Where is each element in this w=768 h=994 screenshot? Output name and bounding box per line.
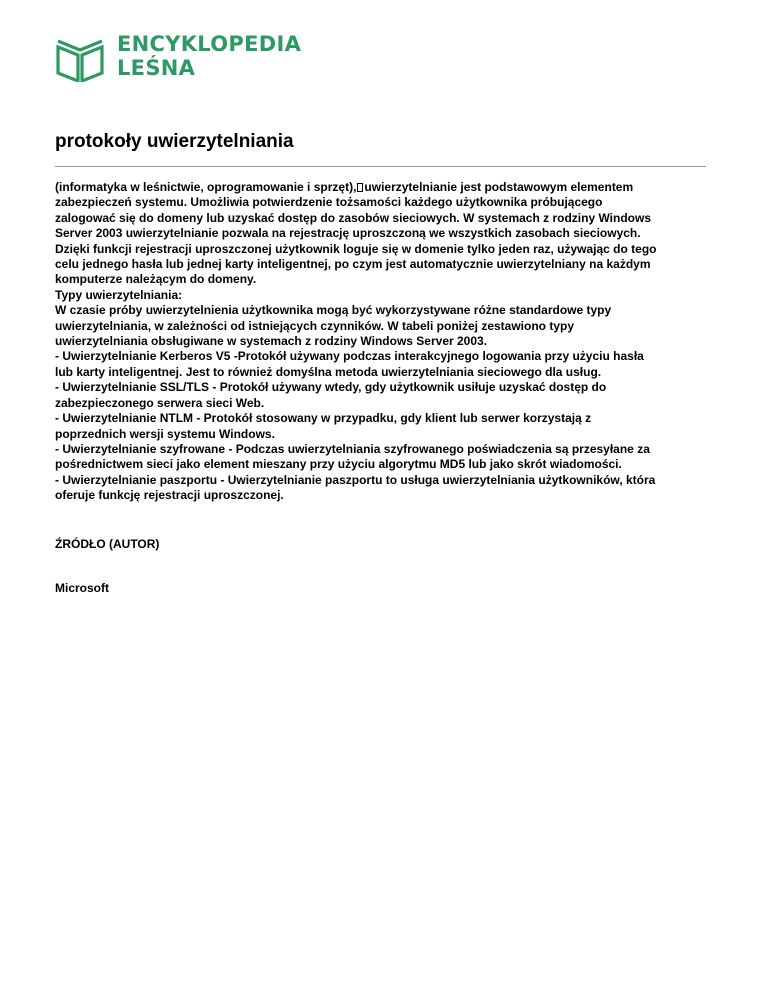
article-line-text: uwierzytelnianie jest podstawowym elementem: [364, 180, 634, 194]
article-line: oferuje funkcję rejestracji uproszczonej.: [55, 488, 284, 503]
article-line: uwierzytelniania, w zależności od istniejących czynników. W tabeli poniżej zestawiono typy: [55, 318, 575, 333]
article-line: W czasie próby uwierzytelnienia użytkownika mogą być wykorzystywane różne standardowe typy: [55, 303, 612, 318]
source-value: Microsoft: [55, 581, 109, 595]
logo-text: [117, 32, 301, 80]
article-line: poprzednich wersji systemu Windows.: [55, 426, 275, 441]
article-line: Server 2003 uwierzytelnianie pozwala na rejestrację uproszczoną we wszystkich zasobach sieciowych.: [55, 226, 641, 241]
list-item: - Uwierzytelnianie paszportu - Uwierzytelnianie paszportu to usługa uwierzytelniania użytkowników, która: [55, 472, 656, 487]
article-body: [55, 180, 715, 504]
article-line: [55, 180, 715, 195]
list-item: - Uwierzytelnianie SSL/TLS - Protokół używany wtedy, gdy użytkownik usiłuje uzyskać dostęp do: [55, 380, 607, 395]
source-label: ŹRÓDŁO (AUTOR): [55, 537, 160, 551]
article-line: celu jednego hasła lub jednej karty inteligentnej, po czym jest automatycznie uwierzytelniany na każdym: [55, 257, 651, 272]
list-item: - Uwierzytelnianie Kerberos V5 -Protokół używany podczas interakcyjnego logowania przy użyciu hasła: [55, 349, 644, 364]
article-line: zabezpieczonego serwera sieci Web.: [55, 395, 265, 410]
open-book-icon: [55, 32, 105, 82]
logo-line-2: LEŚNA: [117, 56, 196, 80]
article-line-text: (informatyka w leśnictwie, oprogramowanie i sprzęt),: [55, 180, 357, 194]
list-item: - Uwierzytelnianie szyfrowane - Podczas uwierzytelniania szyfrowanego poświadczenia są przesyłane za: [55, 441, 650, 456]
list-item: - Uwierzytelnianie NTLM - Protokół stosowany w przypadku, gdy klient lub serwer korzystają z: [55, 411, 592, 426]
article-line: lub karty inteligentnej. Jest to również domyślna metoda uwierzytelniania sieciowego dla usług.: [55, 364, 602, 379]
logo-line-1: ENCYKLOPEDIA: [117, 32, 302, 56]
page-title: protokoły uwierzytelniania: [55, 131, 294, 152]
article-line: uwierzytelniania obsługiwane w systemach z rodziny Windows Server 2003.: [55, 334, 488, 349]
site-logo[interactable]: [55, 32, 301, 82]
title-divider: [55, 166, 706, 167]
missing-glyph-icon: [357, 183, 363, 192]
article-line: zabezpieczeń systemu. Umożliwia potwierdzenie tożsamości każdego użytkownika próbującego: [55, 195, 603, 210]
article-line: komputerze należącym do domeny.: [55, 272, 257, 287]
article-line: pośrednictwem sieci jako element mieszany przy użyciu algorytmu MD5 lub jako skrót wiadomości.: [55, 457, 622, 472]
article-line: zalogować się do domeny lub uzyskać dostęp do zasobów sieciowych. W systemach z rodziny Windows: [55, 210, 652, 225]
section-heading: Typy uwierzytelniania:: [55, 287, 183, 302]
article-line: Dzięki funkcji rejestracji uproszczonej użytkownik loguje się w domenie tylko jeden raz, używając do tego: [55, 241, 657, 256]
